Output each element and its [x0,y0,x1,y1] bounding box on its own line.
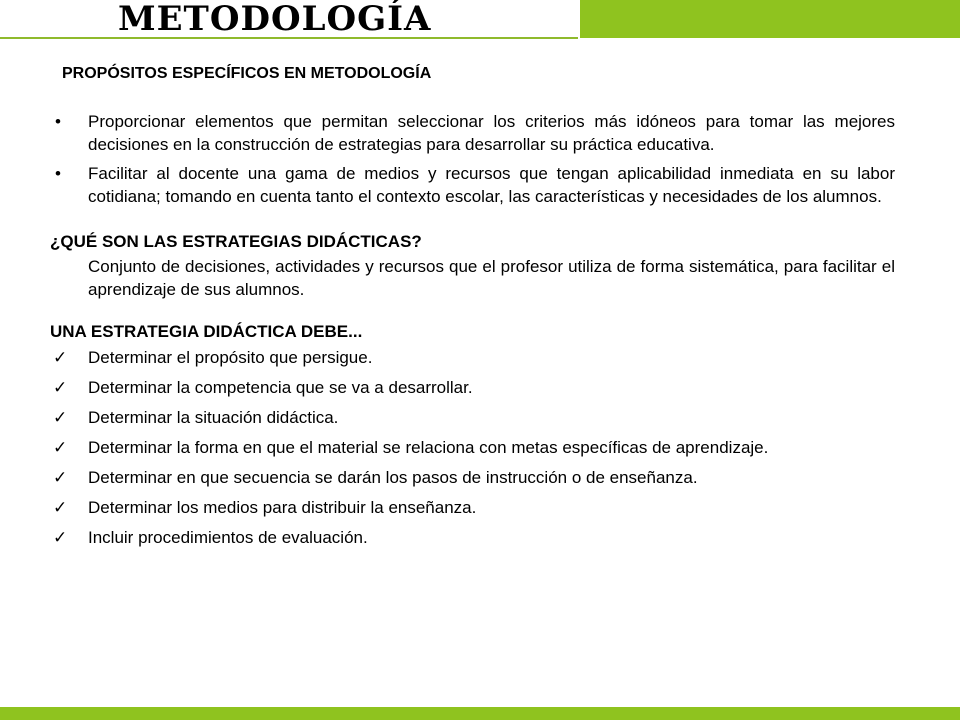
bullet-icon: • [55,112,61,131]
checkmark-icon: ✓ [53,438,68,457]
checkmark-icon: ✓ [53,528,68,547]
strategy-item-text: Determinar la forma en que el material se relaciona con metas específicas de aprendizaje. [88,438,769,457]
purpose-item [50,110,895,156]
strategy-item [50,466,895,489]
purpose-item [50,162,895,208]
strategy-item-text: Determinar el propósito que persigue. [88,348,373,367]
definition-text: Conjunto de decisiones, actividades y recursos que el profesor utiliza de forma sistemática, para facilitar el aprendizaje de sus alumnos. [88,257,895,299]
strategy-item-text: Determinar en que secuencia se darán los pasos de instrucción o de enseñanza. [88,468,698,487]
strategy-item [50,436,895,459]
strategy-item [50,496,895,519]
purpose-text: Facilitar al docente una gama de medios y recursos que tengan aplicabilidad inmediata en su labor cotidiana; tomando en cuenta tanto el contexto escolar, las características y necesidades de los alumnos. [88,164,895,206]
definition-heading: ¿QUÉ SON LAS ESTRATEGIAS DIDÁCTICAS? [50,232,422,251]
bullet-icon: • [55,164,61,183]
checkmark-icon: ✓ [53,348,68,367]
strategy-item [50,376,895,399]
purposes-heading: PROPÓSITOS ESPECÍFICOS EN METODOLOGÍA [62,65,432,82]
checkmark-icon: ✓ [53,408,68,427]
footer-accent-bar [0,707,960,720]
strategy-item-text: Determinar la competencia que se va a desarrollar. [88,378,473,397]
strategy-item [50,526,895,549]
strategy-item-text: Determinar los medios para distribuir la enseñanza. [88,498,477,517]
strategy-item [50,406,895,429]
strategy-heading: UNA ESTRATEGIA DIDÁCTICA DEBE... [50,322,363,341]
strategy-item-text: Determinar la situación didáctica. [88,408,339,427]
checkmark-icon: ✓ [53,378,68,397]
strategy-item-text: Incluir procedimientos de evaluación. [88,528,368,547]
strategy-item [50,346,895,369]
checkmark-icon: ✓ [53,468,68,487]
header-accent-bar [580,0,960,38]
slide-content [50,110,895,549]
slide-title: METODOLOGÍA [118,0,432,39]
checkmark-icon: ✓ [53,498,68,517]
purpose-text: Proporcionar elementos que permitan seleccionar los criterios más idóneos para tomar las mejores decisiones en la construcción de estrategias para desarrollar su práctica educativa. [88,112,895,154]
